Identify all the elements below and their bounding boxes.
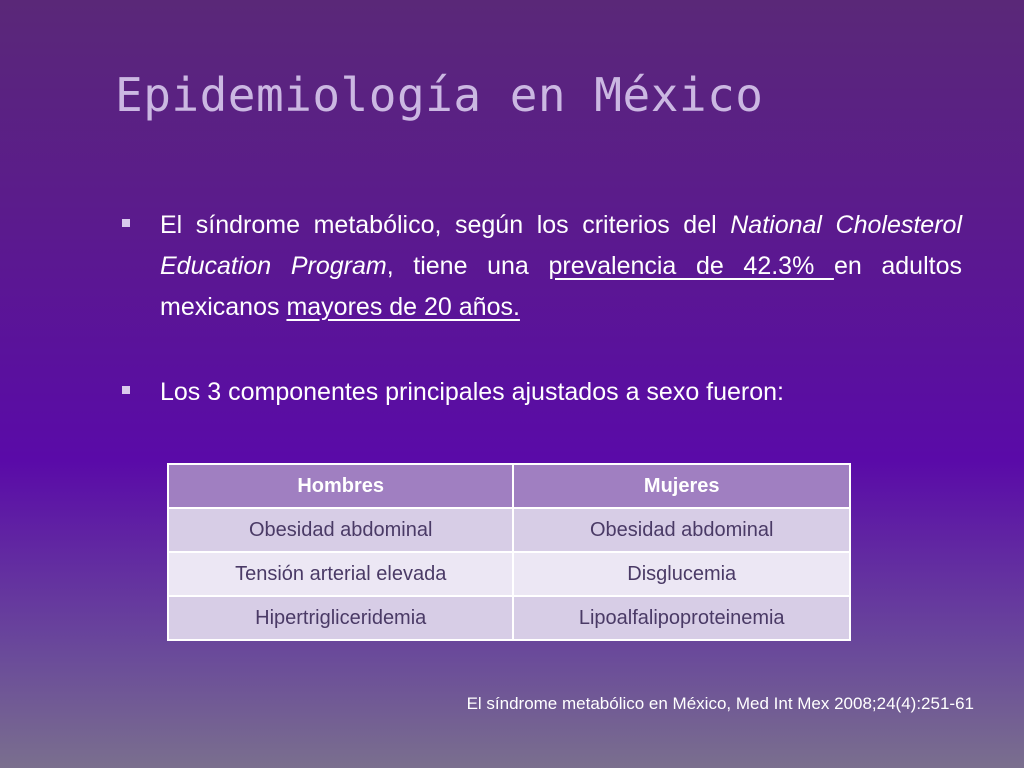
table-row — [168, 508, 850, 552]
bullet-text-part: en adultos mexicanos — [160, 252, 962, 321]
column-header-mujeres: Mujeres — [513, 464, 850, 508]
bullet-square-icon — [122, 386, 130, 394]
bullet-item-prevalence — [120, 205, 962, 328]
components-table — [167, 463, 851, 641]
table-cell: Hipertrigliceridemia — [168, 596, 513, 640]
table-cell: Obesidad abdominal — [168, 508, 513, 552]
column-header-hombres: Hombres — [168, 464, 513, 508]
age-underlined: mayores de 20 años. — [286, 293, 520, 321]
bullet-text: Los 3 componentes principales ajustados a sexo fueron: — [160, 378, 784, 406]
table-cell: Tensión arterial elevada — [168, 552, 513, 596]
table-row — [168, 552, 850, 596]
bullet-text-part: , tiene una — [386, 252, 549, 280]
table-header-row — [168, 464, 850, 508]
bullet-square-icon — [122, 219, 130, 227]
program-name-italic: National Cholesterol Education Program — [160, 211, 962, 280]
prevalence-underlined: prevalencia de 42.3% — [548, 252, 834, 280]
citation-footnote: El síndrome metabólico en México, Med Int Mex 2008;24(4):251-61 — [466, 694, 974, 713]
table-cell: Disglucemia — [513, 552, 850, 596]
bullet-list — [120, 205, 962, 457]
bullet-text-part: El síndrome metabólico, según los criterios del — [160, 211, 731, 239]
table-cell: Lipoalfalipoproteinemia — [513, 596, 850, 640]
bullet-item-components — [120, 372, 962, 413]
table-row — [168, 596, 850, 640]
bullet-text — [160, 205, 962, 328]
slide-title: Epidemiología en México — [115, 68, 764, 122]
table-cell: Obesidad abdominal — [513, 508, 850, 552]
